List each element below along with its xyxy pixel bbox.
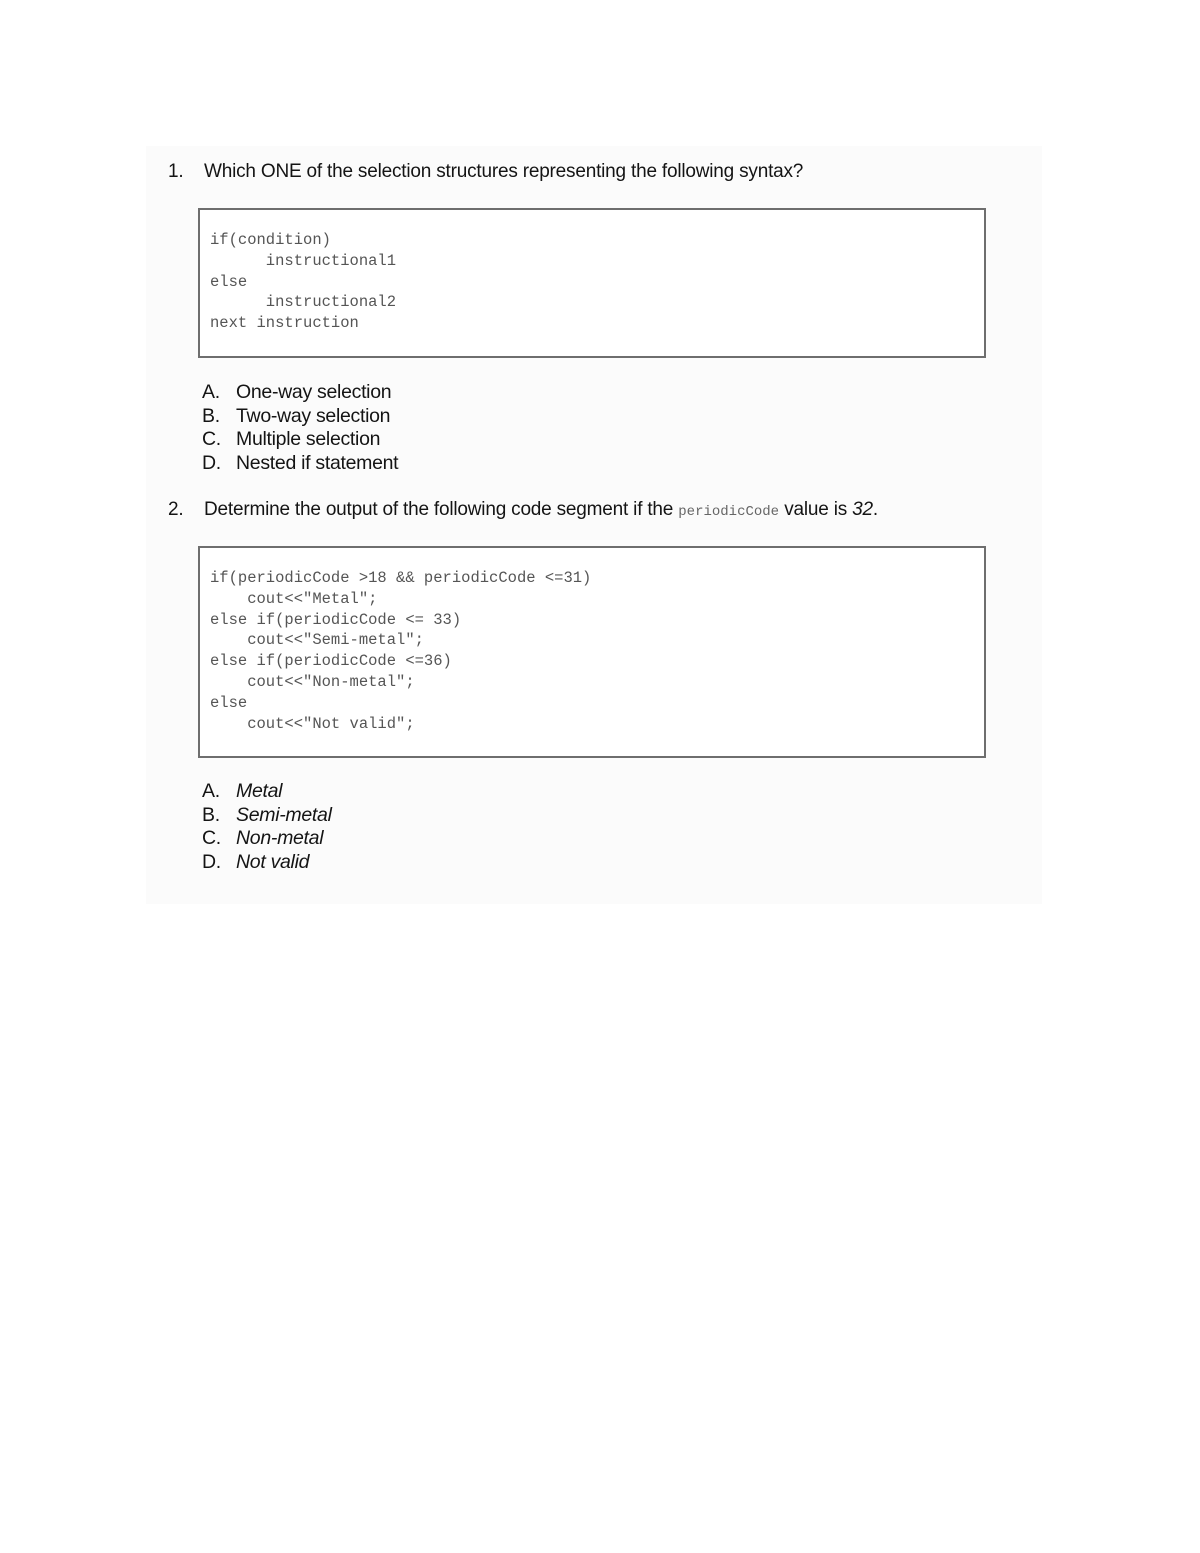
prompt-end: . — [872, 499, 878, 520]
option-letter: A. — [202, 381, 220, 403]
prompt-value: 32 — [852, 499, 873, 520]
option-text: Metal — [236, 780, 283, 802]
code-line: cout<<"Metal"; — [210, 589, 378, 608]
option-text: Two-way selection — [236, 404, 391, 427]
code-line: if(condition) — [210, 231, 331, 249]
inline-code-variable: periodicCode — [678, 504, 780, 520]
option-letter: A. — [202, 780, 220, 802]
code-line: next instruction — [210, 314, 359, 333]
option-text: Nested if statement — [236, 452, 399, 475]
option-text: Non-metal — [236, 827, 324, 850]
question-number: 2. — [168, 499, 184, 520]
option-text: One-way selection — [236, 381, 392, 403]
option-text: Multiple selection — [236, 428, 381, 451]
code-line: else if(periodicCode <=36) — [210, 652, 452, 671]
code-line: cout<<"Not valid"; — [210, 714, 415, 733]
code-line: instructional2 — [210, 293, 397, 312]
option-letter: C. — [202, 827, 221, 850]
question-number: 1. — [168, 161, 184, 182]
code-block — [198, 546, 986, 758]
option-letter: D. — [202, 452, 221, 475]
question-prompt: Which ONE of the selection structures representing the following syntax? — [204, 161, 804, 182]
code-block — [198, 208, 986, 358]
option-text: Semi-metal — [236, 803, 332, 826]
option-letter: C. — [202, 428, 221, 451]
code-line: cout<<"Non-metal"; — [210, 672, 415, 691]
option-text: Not valid — [236, 851, 310, 874]
option-letter: D. — [202, 851, 221, 874]
code-line: else — [210, 693, 248, 712]
code-line: else — [210, 272, 248, 291]
prompt-text-before: Determine the output of the following code segment if the — [204, 499, 674, 520]
code-line: instructional1 — [210, 251, 397, 270]
question-prompt — [204, 496, 878, 526]
option-letter: B. — [202, 803, 220, 826]
code-line: if(periodicCode >18 && periodicCode <=31) — [210, 569, 592, 587]
code-line: cout<<"Semi-metal"; — [210, 631, 424, 650]
prompt-text-after: value is — [784, 499, 848, 520]
code-line: else if(periodicCode <= 33) — [210, 610, 462, 629]
option-letter: B. — [202, 404, 220, 427]
